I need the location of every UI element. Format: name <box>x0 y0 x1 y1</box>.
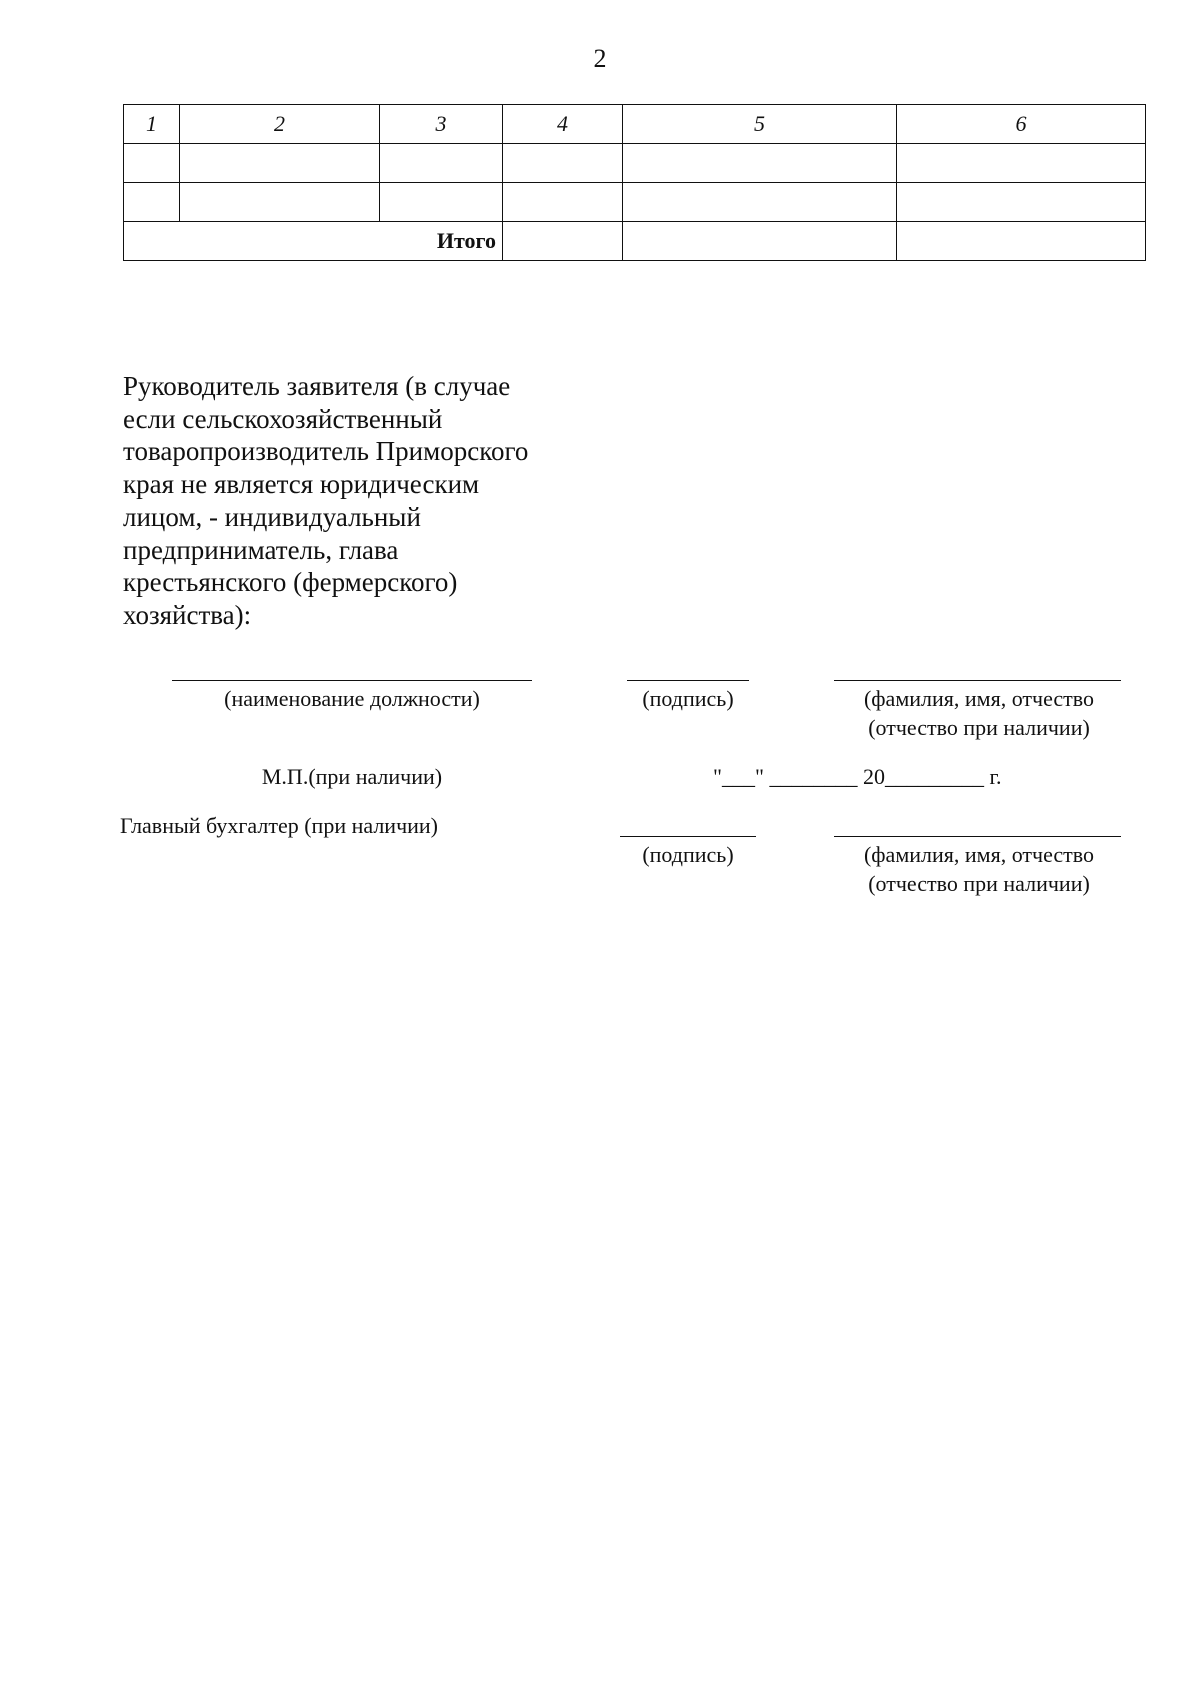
applicant-title-line: крестьянского (фермерского) <box>123 567 458 598</box>
total-cell <box>503 222 623 261</box>
name-caption-line: (фамилия, имя, отчество <box>863 842 1095 867</box>
accountant-name-caption <box>834 840 1124 898</box>
signature-caption: (подпись) <box>642 686 734 711</box>
table-cell <box>124 144 180 183</box>
table-row <box>124 183 1146 222</box>
report-table <box>123 104 1146 261</box>
page-number: 2 <box>593 44 607 73</box>
table-cell <box>897 144 1146 183</box>
position-caption: (наименование должности) <box>224 686 480 711</box>
column-number-5: 5 <box>623 105 897 144</box>
table-cell <box>503 183 623 222</box>
applicant-title <box>123 370 583 632</box>
table-row <box>124 144 1146 183</box>
name-signature-line <box>834 680 1121 681</box>
accountant-signature-line <box>620 836 756 837</box>
name-caption-line: (отчество при наличии) <box>868 871 1090 896</box>
column-number-4: 4 <box>503 105 623 144</box>
date-field: "___" ________ 20_________ г. <box>713 764 1002 789</box>
column-number-6: 6 <box>897 105 1146 144</box>
applicant-title-line: предприниматель, глава <box>123 534 399 565</box>
applicant-title-line: Руководитель заявителя (в случае <box>123 371 511 401</box>
table-cell <box>623 144 897 183</box>
applicant-title-line: лицом, - индивидуальный <box>123 501 421 532</box>
total-cell <box>623 222 897 261</box>
name-caption-line: (отчество при наличии) <box>868 715 1090 740</box>
column-number-1: 1 <box>124 105 180 144</box>
accountant-signature-caption: (подпись) <box>642 842 734 867</box>
stamp-label: М.П.(при наличии) <box>261 764 443 789</box>
accountant-label: Главный бухгалтер (при наличии) <box>120 813 439 838</box>
signature-line <box>627 680 749 681</box>
name-caption-line: (фамилия, имя, отчество <box>863 686 1095 711</box>
table-cell <box>180 183 380 222</box>
table-cell <box>503 144 623 183</box>
applicant-title-line: товаропроизводитель Приморского <box>123 436 529 467</box>
table-header-row <box>124 105 1146 144</box>
applicant-title-line: если сельскохозяйственный <box>123 403 443 434</box>
accountant-name-line <box>834 836 1121 837</box>
position-signature-line <box>172 680 532 681</box>
column-number-3: 3 <box>380 105 503 144</box>
total-label: Итого <box>124 222 503 261</box>
table-cell <box>380 144 503 183</box>
applicant-title-line: хозяйства): <box>123 599 252 630</box>
table-cell <box>623 183 897 222</box>
total-cell <box>897 222 1146 261</box>
name-caption <box>834 684 1124 742</box>
table-cell <box>124 183 180 222</box>
column-number-2: 2 <box>180 105 380 144</box>
table-cell <box>180 144 380 183</box>
table-total-row <box>124 222 1146 261</box>
table-cell <box>897 183 1146 222</box>
table-cell <box>380 183 503 222</box>
applicant-title-line: края не является юридическим <box>123 469 480 500</box>
